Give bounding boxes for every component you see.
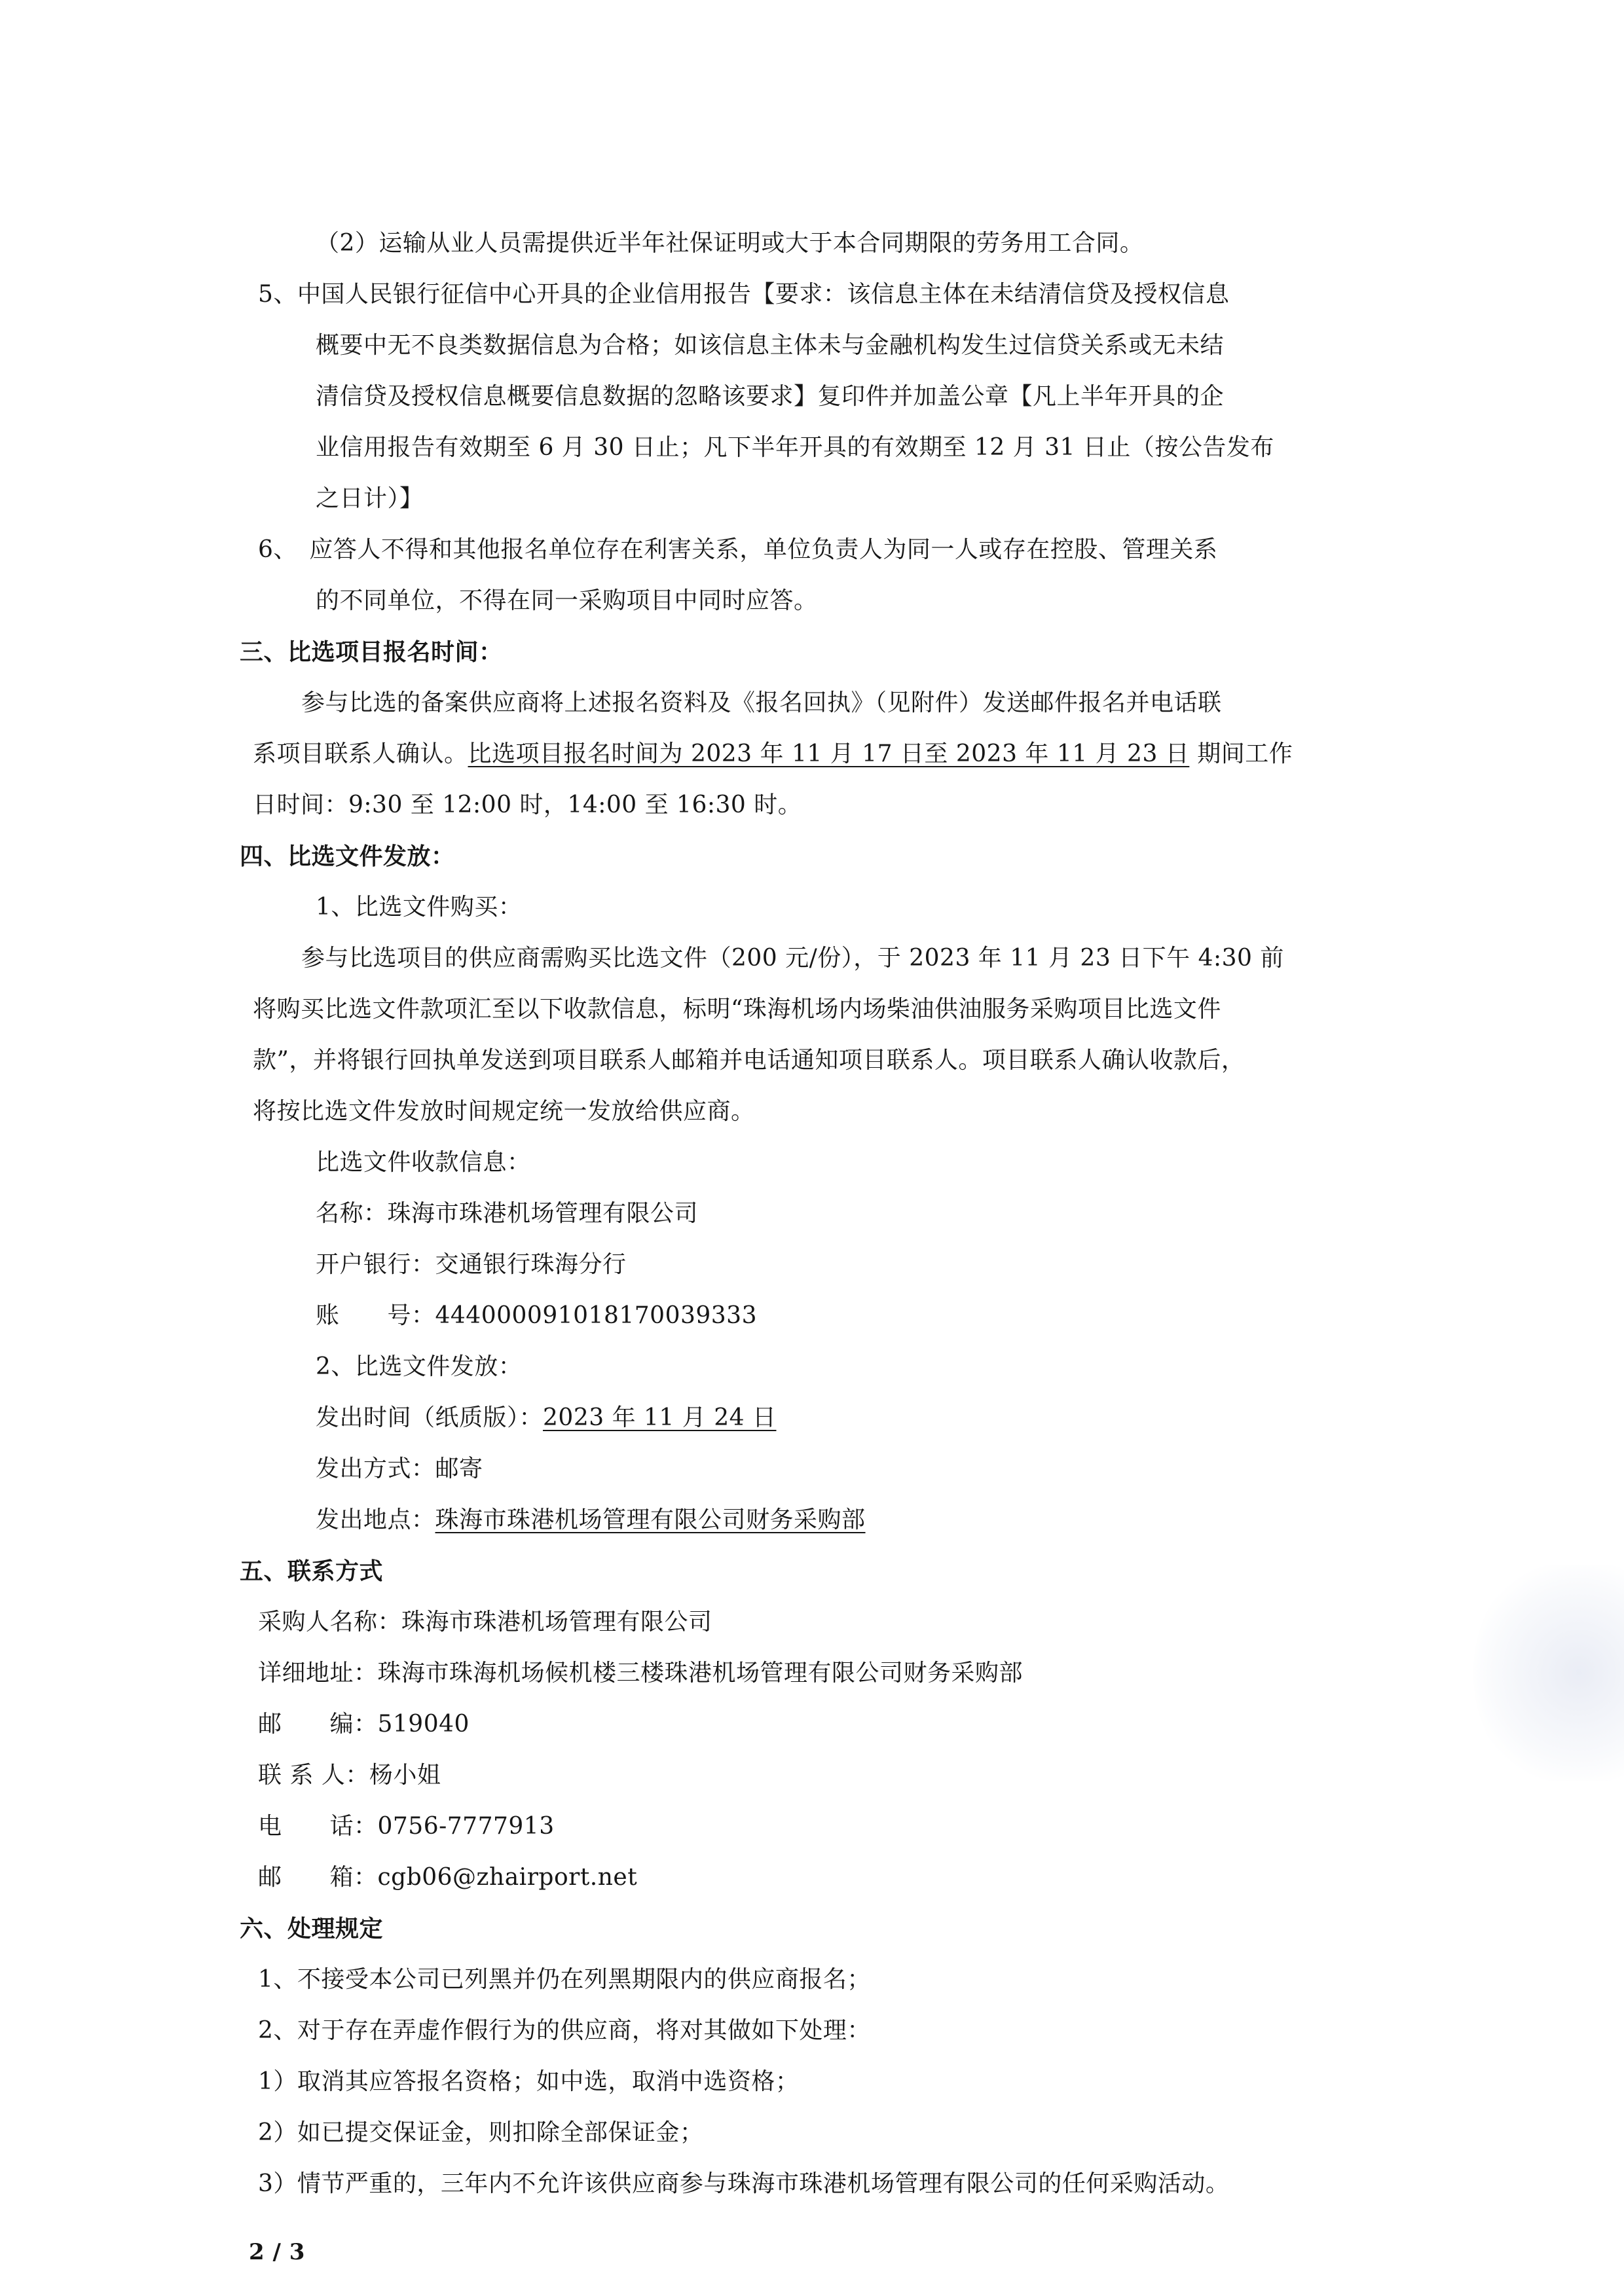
text-line: 将按比选文件发放时间规定统一发放给供应商。 (253, 1098, 755, 1125)
text-line: 1）取消其应答报名资格；如中选，取消中选资格； (258, 2068, 800, 2095)
underlined-issue-date: 2023 年 11 月 24 日 (543, 1404, 777, 1431)
text-line: 比选文件收款信息： (316, 1149, 531, 1176)
text-line: 6、 应答人不得和其他报名单位存在利害关系，单位负责人为同一人或存在控股、管理关系 (258, 536, 1218, 563)
text-line: 概要中无不良类数据信息为合格；如该信息主体未与金融机构发生过信贷关系或无未结 (316, 332, 1225, 359)
text-line: 2）如已提交保证金，则扣除全部保证金； (258, 2119, 704, 2146)
underlined-issue-location: 珠海市珠港机场管理有限公司财务采购部 (435, 1506, 866, 1533)
text-line: 名称：珠海市珠港机场管理有限公司 (316, 1200, 699, 1227)
text-line: 邮 箱：cgb06@zhairport.net (258, 1864, 638, 1891)
faint-stamp-mark (1473, 1565, 1624, 1781)
text-line: 系项目联系人确认。比选项目报名时间为 2023 年 11 月 17 日至 2023 年 11 月 23 日 期间工作 (253, 740, 1293, 767)
text-line: 发出方式：邮寄 (316, 1455, 483, 1482)
text-line: 采购人名称：珠海市珠港机场管理有限公司 (258, 1609, 712, 1635)
text-line: 1、比选文件购买： (316, 894, 523, 920)
text-line: 发出地点：珠海市珠港机场管理有限公司财务采购部 (316, 1506, 866, 1533)
text-line: 参与比选项目的供应商需购买比选文件（200 元/份），于 2023 年 11 月 23 日下午 4:30 前 (301, 945, 1284, 972)
text-line: 1、不接受本公司已列黑并仍在列黑期限内的供应商报名； (258, 1966, 871, 1993)
text-line: 账 号：444000091018170039333 (316, 1302, 757, 1329)
text-line: 将购买比选文件款项汇至以下收款信息，标明“珠海机场内场柴油供油服务采购项目比选文件 (253, 996, 1221, 1023)
text-line: 清信贷及授权信息概要信息数据的忽略该要求】复印件并加盖公章【凡上半年开具的企 (316, 383, 1225, 410)
text-line: 3）情节严重的，三年内不允许该供应商参与珠海市珠港机场管理有限公司的任何采购活动。 (258, 2170, 1230, 2197)
text-line: 日时间：9:30 至 12:00 时，14:00 至 16:30 时。 (253, 792, 802, 818)
section-heading: 六、处理规定 (240, 1915, 384, 1942)
text-line: 联 系 人：杨小姐 (258, 1762, 441, 1789)
text-line: 开户银行：交通银行珠海分行 (316, 1251, 627, 1278)
text-line: 的不同单位，不得在同一采购项目中同时应答。 (316, 587, 818, 614)
text-line: 参与比选的备案供应商将上述报名资料及《报名回执》（见附件）发送邮件报名并电话联 (301, 689, 1222, 716)
text-line: 详细地址：珠海市珠海机场候机楼三楼珠港机场管理有限公司财务采购部 (258, 1660, 1024, 1686)
text-line: （2）运输从业人员需提供近半年社保证明或大于本合同期限的劳务用工合同。 (316, 230, 1144, 257)
text-line: 2、对于存在弄虚作假行为的供应商，将对其做如下处理： (258, 2017, 871, 2044)
text-line: 之日计）】 (316, 485, 424, 512)
section-heading: 五、联系方式 (240, 1558, 384, 1585)
text-line: 电 话：0756-7777913 (258, 1813, 555, 1840)
text-line: 款”，并将银行回执单发送到项目联系人邮箱并电话通知项目联系人。项目联系人确认收款后， (253, 1047, 1246, 1074)
section-heading: 四、比选文件发放： (240, 843, 455, 870)
text-line: 业信用报告有效期至 6 月 30 日止；凡下半年开具的有效期至 12 月 31 日止（按公告发布 (316, 434, 1274, 461)
underlined-registration-period: 比选项目报名时间为 2023 年 11 月 17 日至 2023 年 11 月 23 日 (468, 740, 1190, 767)
text-line: 5、中国人民银行征信中心开具的企业信用报告【要求：该信息主体在未结清信贷及授权信息 (258, 281, 1230, 308)
text-line: 发出时间（纸质版）：2023 年 11 月 24 日 (316, 1404, 777, 1431)
page-number: 2 / 3 (249, 2239, 305, 2265)
section-heading: 三、比选项目报名时间： (240, 638, 503, 666)
text-line: 邮 编：519040 (258, 1711, 470, 1738)
text-line: 2、比选文件发放： (316, 1353, 523, 1380)
